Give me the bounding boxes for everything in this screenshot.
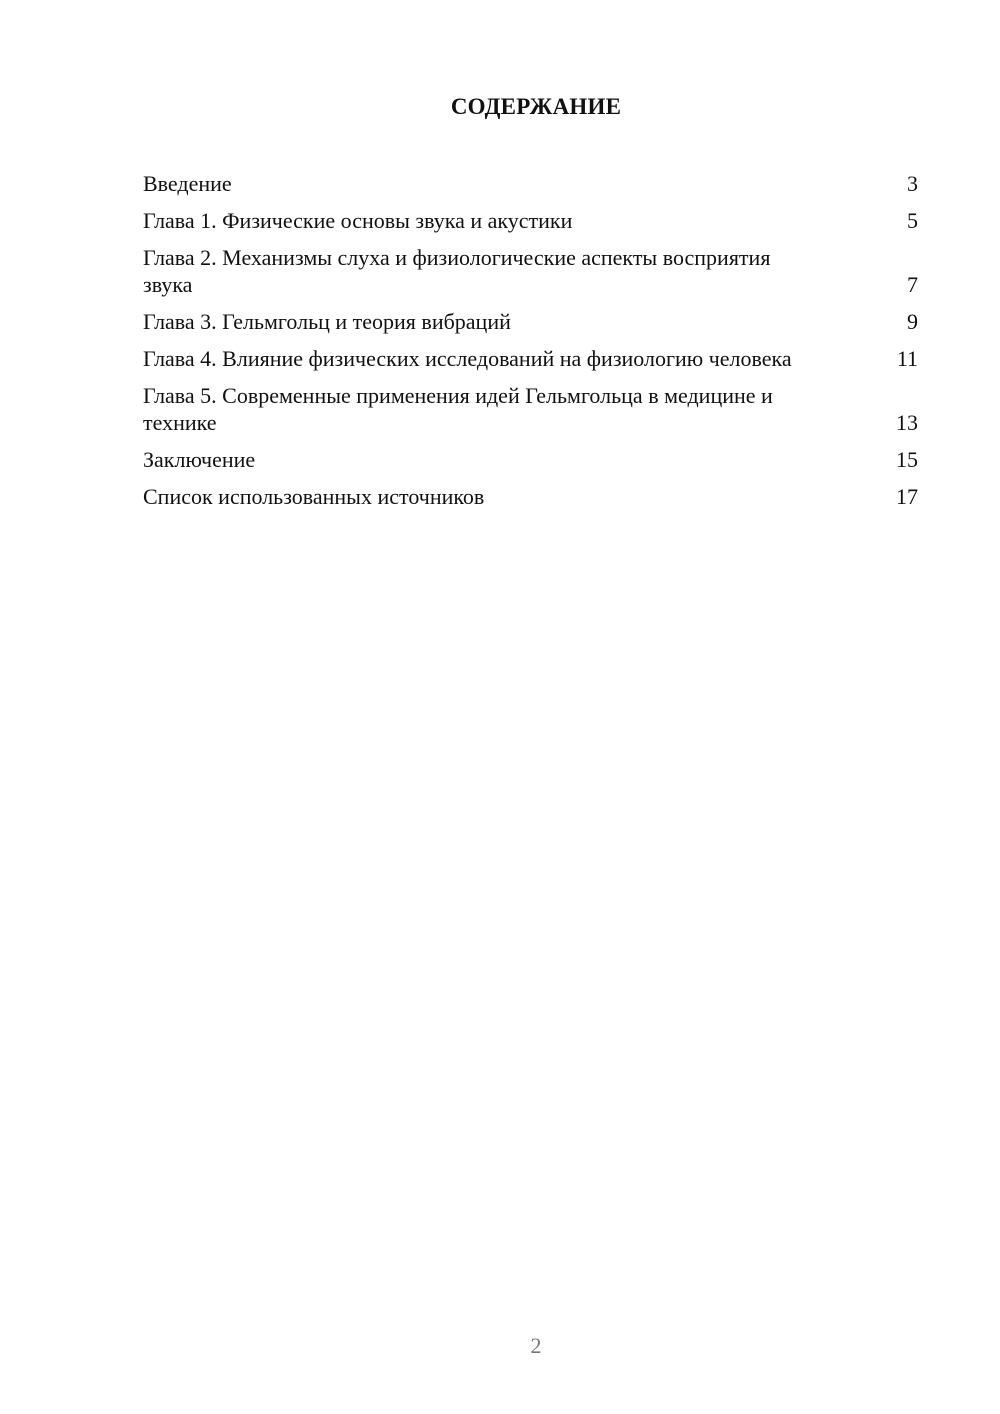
page-title: СОДЕРЖАНИЕ <box>450 94 622 119</box>
toc-entry-page: 7 <box>907 272 918 297</box>
toc-entry-page: 5 <box>907 208 918 233</box>
page-number: 2 <box>530 1333 542 1358</box>
toc-entry-text: Глава 4. Влияние физических исследований на физиологию человека <box>143 346 792 371</box>
toc-entry-text: Глава 1. Физические основы звука и акустики <box>143 208 573 233</box>
toc-entry-page: 3 <box>907 171 918 196</box>
toc-entry-page: 15 <box>896 447 918 472</box>
toc-entry-chapter-5[interactable] <box>143 382 918 436</box>
toc-entry-text: Список использованных источников <box>143 484 485 509</box>
toc-entry-conclusion[interactable] <box>143 446 918 473</box>
toc-entry-chapter-3[interactable] <box>143 308 918 335</box>
toc-entry-text: Глава 3. Гельмгольц и теория вибраций <box>143 309 511 334</box>
toc-entry-chapter-1[interactable] <box>143 207 918 234</box>
toc-entry-chapter-4[interactable] <box>143 345 918 372</box>
toc-entry-text: Заключение <box>143 447 256 472</box>
table-of-contents <box>143 170 918 520</box>
toc-entry-text: Введение <box>143 171 232 196</box>
toc-entry-chapter-2[interactable] <box>143 244 918 298</box>
toc-entry-page: 11 <box>896 346 918 371</box>
toc-entry-page: 13 <box>896 410 918 435</box>
toc-entry-introduction[interactable] <box>143 170 918 197</box>
toc-entry-page: 17 <box>896 484 918 509</box>
toc-entry-references[interactable] <box>143 483 918 510</box>
toc-entry-page: 9 <box>907 309 918 334</box>
toc-entry-text: Глава 2. Механизмы слуха и физиологические аспекты восприятия звука <box>143 245 771 297</box>
toc-entry-text: Глава 5. Современные применения идей Гельмгольца в медицине и технике <box>143 383 773 435</box>
